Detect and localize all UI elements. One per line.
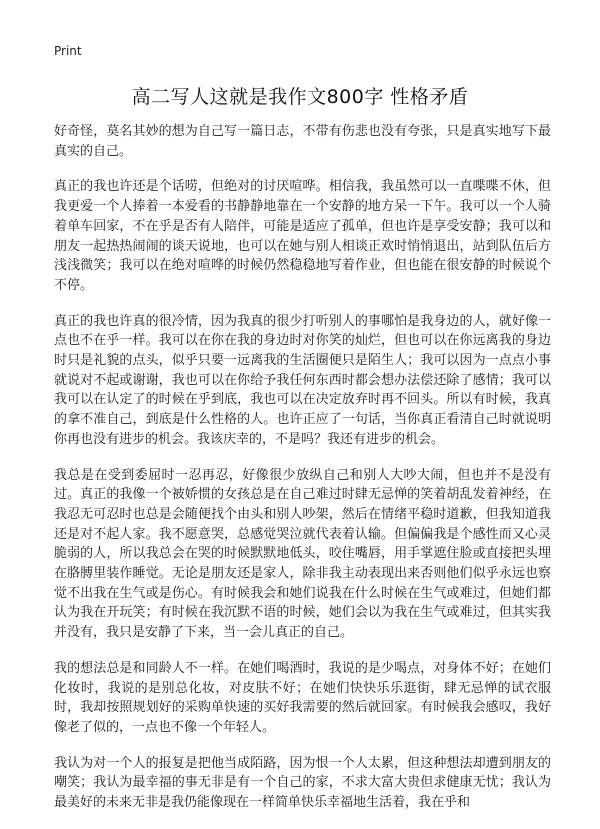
print-link[interactable]: Print: [54, 44, 82, 58]
article-paragraph: 真正的我也许真的很冷情，因为我真的很少打听别人的事哪怕是我身边的人，就好像一点也不在乎一样。我可以在你在我的身边时对你笑的灿烂，但也可以在你远离我的身边时只是礼貌的点头，似乎只要一远离我的生活圈便只是陌生人；我可以因为一点点小事就说对不起或谢谢，我也可以在你给予我任何东西时都会想办法偿还除了感情；我可以我可以在认定了的时候在乎到底，我也可以在决定放弃时再不回头。所以有时候，我真的拿不准自己，到底是什么性格的人。也许正应了一句话，当你真正看清自己时就说明你再也没有进步的机会。我该庆幸的，不是吗？我还有进步的机会。: [54, 313, 551, 447]
article-paragraph: 真正的我也许还是个话唠，但绝对的讨厌喧哗。相信我，我虽然可以一直喋喋不休，但我更爱一个人捧着一本爱看的书静静地靠在一个安静的地方呆一下午。我可以一个人骑着单车回家，不在乎是否有人陪伴，可能是适应了孤单，但也许是享受安静；我可以和朋友一起热热闹闹的谈天说地，也可以在她与别人相谈正欢时悄悄退出，站到队伍后方浅浅微笑；我可以在绝对喧哗的时候仍然稳稳地写着作业，但也能在很安静的时候说个不停。: [54, 179, 551, 293]
article-paragraph: 好奇怪，莫名其妙的想为自己写一篇日志，不带有伤悲也没有夸张，只是真实地写下最真实的自己。: [54, 124, 551, 159]
article-title: 高二写人这就是我作文800字 性格矛盾: [131, 86, 469, 108]
article-body: [54, 122, 551, 829]
article-paragraph: 我总是在受到委屈时一忍再忍，好像很少放纵自己和别人大吵大闹，但也并不是没有过。真正的我像一个被娇惯的女孩总是在自己难过时肆无忌惮的笑着胡乱发着神经，在我忍无可忍时也总是会随便找个由头和别人吵架，然后在情绪平稳时道歉，但我知道我还是对不起人家。我不愿意哭，总感觉哭泣就代表着认输。但偏偏我是个感性而又心灵脆弱的人，所以我总会在哭的时候默默地低头，咬住嘴唇，用手掌遮住脸或直接把头埋在胳膊里装作睡觉。无论是朋友还是家人，除非我主动表现出来否则他们似乎永远也察觉不出我在生气或是伤心。有时候我会和她们说我在什么时候在生气或难过，但她们都认为我在开玩笑；有时候在我沉默不语的时候，她们会以为我在生气或难过，但其实我并没有，我只是安静了下来，当一会儿真正的自己。: [54, 467, 551, 641]
article-paragraph: 我认为对一个人的报复是把他当成陌路，因为恨一个人太累，但这种想法却遭到朋友的嘲笑；我认为最幸福的事无非是有一个自己的家，不求大富大贵但求健康无忧；我认为最美好的未来无非是我仍能像现在一样简单快乐幸福地生活着，我在乎和: [54, 755, 551, 811]
article-paragraph: 我的想法总是和同龄人不一样。在她们喝酒时，我说的是少喝点，对身体不好；在她们化妆时，我说的是别总化妆，对皮肤不好；在她们快快乐乐逛街，肆无忌惮的试衣服时，我却按照规划好的采购单快速的买好我需要的然后就回家。有时候我会感叹，我好像老了似的，一点也不像一个年轻人。: [54, 660, 551, 735]
